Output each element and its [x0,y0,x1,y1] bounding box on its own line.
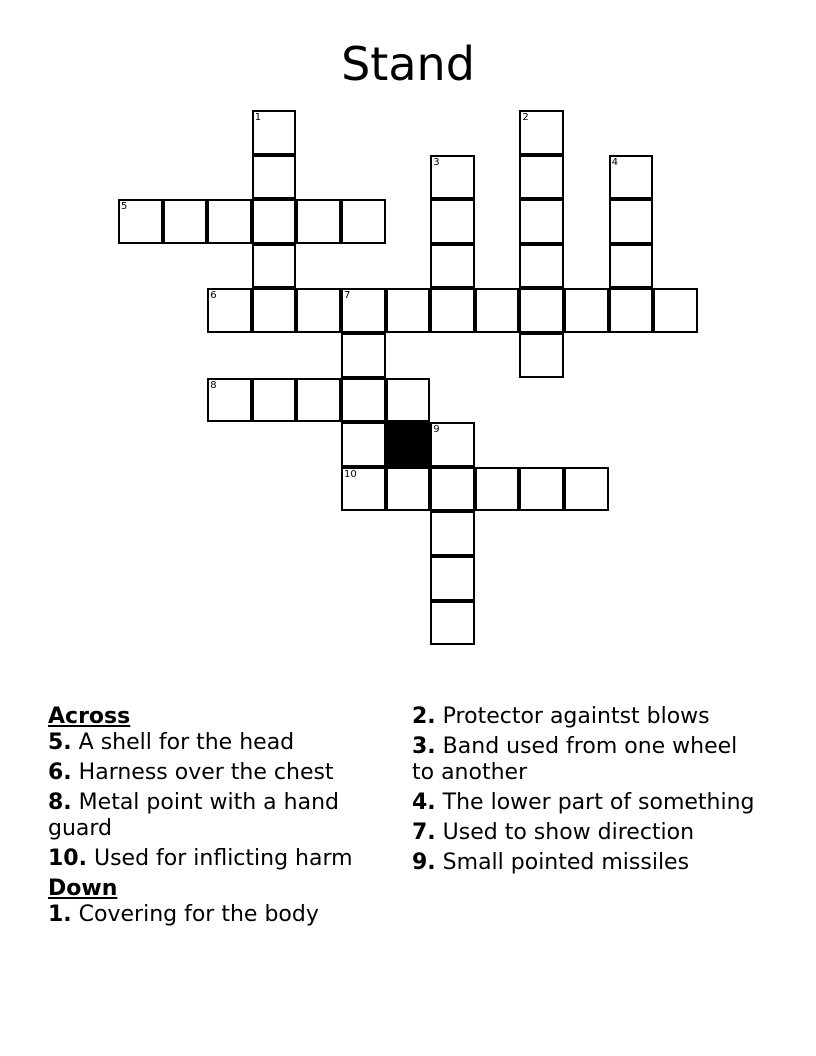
grid-cell[interactable] [609,199,654,244]
grid-cell[interactable] [430,601,475,646]
clue-number-4: 4 [611,156,618,168]
clue-number-1: 1 [254,112,262,123]
grid-cell[interactable] [475,288,520,333]
grid-cell[interactable] [386,378,431,423]
clue-down-7: 7. Used to show direction [412,820,695,845]
grid-cell[interactable] [296,378,341,423]
grid-cell[interactable] [341,333,386,378]
grid-cell[interactable] [386,467,431,512]
clue-down-2: 2. Protector againtst blows [412,704,710,729]
clue-number-3: 3 [433,156,440,168]
grid-cell[interactable] [430,288,475,333]
grid-cell[interactable] [163,199,208,244]
clue-number-2: 2 [522,112,529,123]
grid-cell[interactable] [519,467,564,512]
grid-cell[interactable] [207,199,252,244]
grid-cell[interactable] [386,288,431,333]
clue-number-5: 5 [121,201,128,213]
puzzle-title: Stand [341,37,475,91]
grid-cell[interactable] [609,288,654,333]
clue-down-9: 9. Small pointed missiles [412,850,690,875]
grid-cell[interactable] [252,155,297,200]
grid-cell[interactable] [519,244,564,289]
clue-across-8: 8. Metal point with a hand guard [48,790,339,841]
grid-cell[interactable] [430,511,475,556]
grid-cell[interactable] [519,199,564,244]
grid-cell[interactable] [519,288,564,333]
clue-number-6: 6 [210,290,217,302]
grid-cell[interactable] [341,199,386,244]
clue-number-7: 7 [344,290,351,302]
grid-cell[interactable] [653,288,698,333]
grid-cell[interactable] [296,199,341,244]
clue-across-10: 10. Used for inflicting harm [48,846,353,871]
clue-number-10: 10 [344,468,357,480]
grid-cell[interactable] [609,244,654,289]
grid-cell[interactable] [296,288,341,333]
clue-down-4: 4. The lower part of something [412,790,755,815]
clues-right-column [412,704,762,880]
clues-left-column [48,704,393,932]
grid-cell[interactable] [341,422,386,467]
grid-cell[interactable] [519,155,564,200]
grid-cell[interactable] [430,199,475,244]
grid-cell[interactable] [252,244,297,289]
grid-cell[interactable] [564,467,609,512]
grid-cell[interactable] [430,467,475,512]
grid-cell[interactable] [430,556,475,601]
grid-cell[interactable] [252,378,297,423]
grid-cell[interactable] [430,244,475,289]
clue-number-8: 8 [210,379,217,391]
grid-cell[interactable] [252,199,297,244]
grid-cell[interactable] [252,288,297,333]
clue-number-9: 9 [433,424,440,436]
grid-cell[interactable] [564,288,609,333]
grid-cell[interactable] [341,378,386,423]
black-cell [386,422,431,467]
across-heading: Across [48,704,131,729]
down-heading: Down [48,876,118,901]
clue-across-5: 5. A shell for the head [48,730,295,755]
grid-cell[interactable] [519,333,564,378]
grid-cell[interactable] [475,467,520,512]
clue-down-1: 1. Covering for the body [48,902,319,927]
clue-across-6: 6. Harness over the chest [48,760,334,785]
clue-down-3: 3. Band used from one wheel to another [412,734,738,785]
